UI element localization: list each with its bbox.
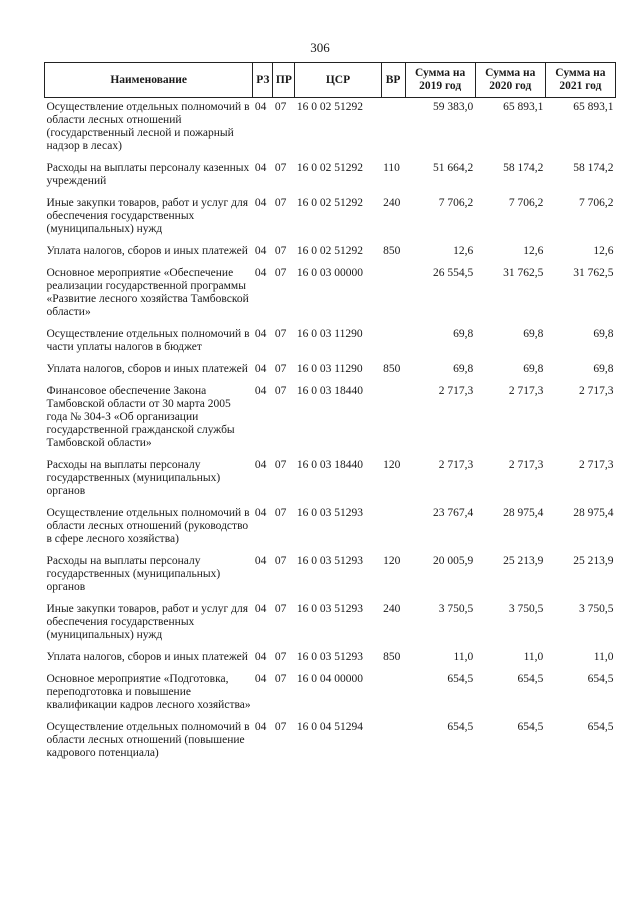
row-csr: 16 0 04 00000 <box>296 673 364 685</box>
table-row <box>45 453 616 501</box>
row-csr: 16 0 03 18440 <box>296 459 364 471</box>
row-sum-2020: 3 750,5 <box>508 603 544 615</box>
header-rz: РЗ <box>253 63 273 98</box>
row-pr: 07 <box>274 328 287 340</box>
row-csr: 16 0 03 51293 <box>296 651 364 663</box>
header-sum-2020: Сумма на 2020 год <box>475 63 545 98</box>
row-sum-2021: 69,8 <box>593 363 614 375</box>
row-sum-2019: 26 554,5 <box>432 267 474 279</box>
row-sum-2020: 25 213,9 <box>503 555 544 567</box>
row-rz: 04 <box>254 603 267 615</box>
row-sum-2020: 7 706,2 <box>508 197 544 209</box>
row-rz: 04 <box>254 245 267 257</box>
row-csr: 16 0 02 51292 <box>296 197 364 209</box>
row-pr: 07 <box>274 555 287 567</box>
row-sum-2019: 2 717,3 <box>438 459 474 471</box>
row-name: Финансовое обеспечение Закона Тамбовской области от 30 марта 2005 года № 304-З «Об организации государственной гражданской службы Тамбовской области» <box>46 385 235 449</box>
row-name: Осуществление отдельных полномочий в части уплаты налогов в бюджет <box>46 328 250 353</box>
row-vr: 240 <box>383 603 401 615</box>
row-sum-2021: 69,8 <box>593 328 614 340</box>
row-sum-2021: 12,6 <box>593 245 614 257</box>
row-pr: 07 <box>274 651 287 663</box>
row-sum-2020: 2 717,3 <box>508 385 544 397</box>
row-pr: 07 <box>274 162 287 174</box>
row-csr: 16 0 03 11290 <box>296 363 363 375</box>
row-rz: 04 <box>254 101 267 113</box>
row-vr <box>381 98 405 157</box>
row-sum-2021: 654,5 <box>587 673 614 685</box>
row-name: Уплата налогов, сборов и иных платежей <box>46 245 248 257</box>
row-pr: 07 <box>274 459 287 471</box>
row-rz: 04 <box>254 507 267 519</box>
header-sum-2019: Сумма на 2019 год <box>405 63 475 98</box>
row-rz: 04 <box>254 267 267 279</box>
row-sum-2021: 2 717,3 <box>579 385 614 397</box>
table-row <box>45 322 616 357</box>
table-row <box>45 501 616 549</box>
row-pr: 07 <box>274 363 287 375</box>
row-csr: 16 0 03 51293 <box>296 603 364 615</box>
row-sum-2021: 3 750,5 <box>579 603 614 615</box>
row-sum-2020: 28 975,4 <box>503 507 544 519</box>
table-row <box>45 191 616 239</box>
row-vr: 120 <box>383 459 401 471</box>
row-sum-2020: 31 762,5 <box>503 267 544 279</box>
row-pr: 07 <box>274 101 287 113</box>
row-csr: 16 0 04 51294 <box>296 721 364 733</box>
budget-table <box>44 62 616 763</box>
table-row <box>45 597 616 645</box>
row-csr: 16 0 03 51293 <box>296 507 364 519</box>
table-body <box>45 98 616 764</box>
row-name: Расходы на выплаты персоналу государственных (муниципальных) органов <box>46 459 221 497</box>
row-sum-2020: 11,0 <box>523 651 544 663</box>
row-rz: 04 <box>254 363 267 375</box>
row-sum-2021: 7 706,2 <box>579 197 614 209</box>
row-csr: 16 0 02 51292 <box>296 101 364 113</box>
header-vr: ВР <box>381 63 405 98</box>
header-sum-2021: Сумма на 2021 год <box>545 63 615 98</box>
header-name: Наименование <box>45 63 253 98</box>
table-row <box>45 715 616 763</box>
row-rz: 04 <box>254 459 267 471</box>
row-name: Иные закупки товаров, работ и услуг для обеспечения государственных (муниципальных) нужд <box>46 197 248 235</box>
row-sum-2019: 69,8 <box>453 363 474 375</box>
row-rz: 04 <box>254 162 267 174</box>
row-vr <box>381 667 405 715</box>
row-rz: 04 <box>254 651 267 663</box>
row-csr: 16 0 03 11290 <box>296 328 363 340</box>
row-vr <box>381 715 405 763</box>
row-vr: 850 <box>383 245 401 257</box>
row-csr: 16 0 03 18440 <box>296 385 364 397</box>
row-pr: 07 <box>274 603 287 615</box>
table-row <box>45 549 616 597</box>
table-row <box>45 156 616 191</box>
row-sum-2021: 65 893,1 <box>573 101 614 113</box>
row-sum-2019: 11,0 <box>453 651 474 663</box>
row-vr <box>381 379 405 453</box>
row-sum-2019: 51 664,2 <box>432 162 474 174</box>
row-sum-2019: 20 005,9 <box>432 555 474 567</box>
row-sum-2019: 59 383,0 <box>432 101 474 113</box>
row-name: Основное мероприятие «Обеспечение реализации государственной программы «Развитие лесного хозяйства Тамбовской области» <box>46 267 249 318</box>
row-pr: 07 <box>274 245 287 257</box>
table-row <box>45 645 616 667</box>
row-sum-2019: 654,5 <box>447 673 474 685</box>
row-vr: 120 <box>383 555 401 567</box>
row-vr: 110 <box>383 162 400 174</box>
table-row <box>45 239 616 261</box>
row-sum-2019: 2 717,3 <box>438 385 474 397</box>
row-sum-2019: 12,6 <box>453 245 474 257</box>
row-name: Осуществление отдельных полномочий в области лесных отношений (повышение кадрового потенциала) <box>46 721 250 759</box>
row-vr: 850 <box>383 363 401 375</box>
row-rz: 04 <box>254 555 267 567</box>
row-sum-2020: 69,8 <box>523 328 544 340</box>
row-name: Иные закупки товаров, работ и услуг для обеспечения государственных (муниципальных) нужд <box>46 603 248 641</box>
row-csr: 16 0 02 51292 <box>296 162 364 174</box>
row-sum-2020: 654,5 <box>517 721 544 733</box>
row-sum-2019: 7 706,2 <box>438 197 474 209</box>
row-rz: 04 <box>254 721 267 733</box>
row-sum-2021: 28 975,4 <box>573 507 614 519</box>
row-pr: 07 <box>274 673 287 685</box>
row-sum-2019: 23 767,4 <box>432 507 474 519</box>
row-vr <box>381 261 405 322</box>
table-row <box>45 357 616 379</box>
row-vr: 850 <box>383 651 401 663</box>
row-vr <box>381 322 405 357</box>
row-sum-2019: 654,5 <box>447 721 474 733</box>
table-row <box>45 379 616 453</box>
row-pr: 07 <box>274 267 287 279</box>
row-name: Основное мероприятие «Подготовка, переподготовка и повышение квалификации кадров лесного хозяйства» <box>46 673 251 711</box>
row-vr: 240 <box>383 197 401 209</box>
row-name: Расходы на выплаты персоналу государственных (муниципальных) органов <box>46 555 221 593</box>
row-sum-2019: 69,8 <box>453 328 474 340</box>
row-name: Осуществление отдельных полномочий в области лесных отношений (руководство в сфере лесного хозяйства) <box>46 507 250 545</box>
row-rz: 04 <box>254 673 267 685</box>
row-sum-2021: 31 762,5 <box>573 267 614 279</box>
row-sum-2020: 2 717,3 <box>508 459 544 471</box>
header-pr: ПР <box>273 63 295 98</box>
row-sum-2020: 12,6 <box>523 245 544 257</box>
row-pr: 07 <box>274 507 287 519</box>
page-number: 306 <box>310 40 330 55</box>
row-csr: 16 0 02 51292 <box>296 245 364 257</box>
table-header-row <box>45 63 616 98</box>
row-rz: 04 <box>254 197 267 209</box>
row-name: Уплата налогов, сборов и иных платежей <box>46 363 248 375</box>
table-row <box>45 667 616 715</box>
row-name: Расходы на выплаты персоналу казенных учреждений <box>46 162 250 187</box>
row-sum-2020: 65 893,1 <box>503 101 544 113</box>
table-row <box>45 261 616 322</box>
row-sum-2020: 654,5 <box>517 673 544 685</box>
row-sum-2021: 11,0 <box>593 651 614 663</box>
row-csr: 16 0 03 00000 <box>296 267 364 279</box>
row-sum-2021: 654,5 <box>587 721 614 733</box>
row-pr: 07 <box>274 721 287 733</box>
row-sum-2019: 3 750,5 <box>438 603 474 615</box>
row-pr: 07 <box>274 385 287 397</box>
row-vr <box>381 501 405 549</box>
row-sum-2020: 58 174,2 <box>503 162 544 174</box>
table-row <box>45 98 616 157</box>
row-sum-2020: 69,8 <box>523 363 544 375</box>
row-rz: 04 <box>254 328 267 340</box>
row-sum-2021: 2 717,3 <box>579 459 614 471</box>
row-name: Уплата налогов, сборов и иных платежей <box>46 651 248 663</box>
header-csr: ЦСР <box>295 63 381 98</box>
row-pr: 07 <box>274 197 287 209</box>
row-sum-2021: 58 174,2 <box>573 162 614 174</box>
row-sum-2021: 25 213,9 <box>573 555 614 567</box>
row-rz: 04 <box>254 385 267 397</box>
row-name: Осуществление отдельных полномочий в области лесных отношений (государственный лесной и пожарный надзор в лесах) <box>46 101 250 152</box>
row-csr: 16 0 03 51293 <box>296 555 364 567</box>
